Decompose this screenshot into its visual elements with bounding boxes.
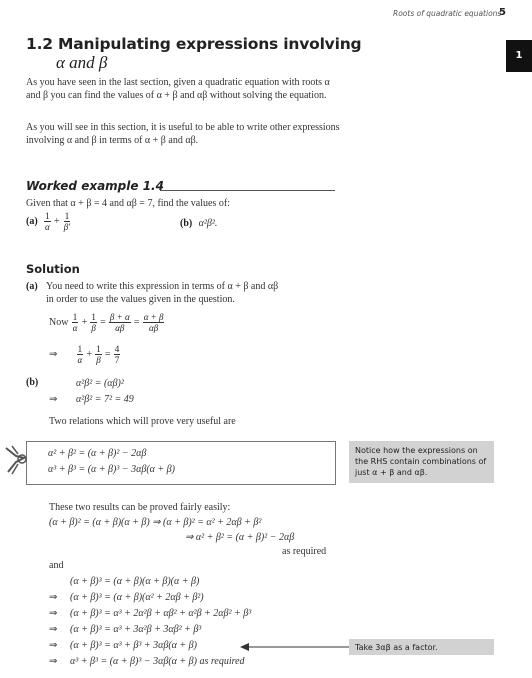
frac-den: αβ <box>148 323 159 333</box>
proof2-line6: α³ + β³ = (α + β)³ − 3αβ(α + β) as required <box>70 656 245 667</box>
frac-den: αβ <box>115 323 125 333</box>
as-required-1: as required <box>282 546 327 557</box>
implies-equation <box>49 344 120 365</box>
plus-sign: + <box>81 317 88 328</box>
equals-sign: = <box>133 317 140 328</box>
relation-2: α³ + β³ = (α + β)³ − 3αβ(α + β) <box>48 464 175 475</box>
part-b-expr: α²β². <box>198 218 218 229</box>
and-text: and <box>49 560 64 571</box>
chapter-tab: 1 <box>506 40 532 72</box>
plus-sign: + <box>86 349 93 360</box>
frac-num: α + β <box>143 312 164 322</box>
proof2-line1: (α + β)³ = (α + β)(α + β)(α + β) <box>70 576 200 587</box>
implies-symbol: ⇒ <box>49 394 58 405</box>
frac-den: 7 <box>114 355 120 365</box>
proof2-line4: (α + β)³ = α³ + 3α²β + 3αβ² + β³ <box>70 624 202 635</box>
part-a-label: (a) <box>26 216 38 227</box>
intro-paragraph-2: As you will see in this section, it is useful to be able to write other expressions involving α and β in terms of α + β and αβ. <box>26 122 340 146</box>
equals-sign: = <box>104 349 111 360</box>
arrow-left-icon <box>240 641 352 653</box>
proof1-line2: ⇒ α² + β² = (α + β)² − 2αβ <box>185 532 295 543</box>
part-b-expression <box>180 218 217 229</box>
note-rhs: Notice how the expressions on the RHS contain combinations of just α + β and αβ. <box>349 441 494 483</box>
proof2-line5: (α + β)³ = α³ + β³ + 3αβ(α + β) <box>70 640 197 651</box>
implies-symbol: ⇒ <box>49 624 58 635</box>
frac-num: 1 <box>77 344 83 354</box>
frac-num: 1 <box>72 312 78 322</box>
proof-intro: These two results can be proved fairly easily: <box>49 502 231 513</box>
frac-num: β + α <box>109 312 130 322</box>
solution-a-text-2: in order to use the values given in the question. <box>46 294 235 305</box>
solution-b-line1: α²β² = (αβ)² <box>76 378 124 389</box>
proof2-line2: (α + β)³ = (α + β)(α² + 2αβ + β²) <box>70 592 204 603</box>
solution-a-text-1: You need to write this expression in terms of α + β and αβ <box>46 281 279 292</box>
relations-intro: Two relations which will prove very useful are <box>49 416 236 427</box>
now-label: Now <box>49 317 69 328</box>
frac-num: 1 <box>91 312 96 322</box>
section-title-line2: α and β <box>56 53 108 72</box>
solution-heading: Solution <box>26 262 80 276</box>
frac-den: α <box>45 222 50 232</box>
part-a-expression <box>26 211 71 232</box>
implies-symbol: ⇒ <box>49 608 58 619</box>
frac-num: 1 <box>64 211 70 221</box>
implies-symbol: ⇒ <box>49 592 58 603</box>
part-b-label: (b) <box>180 218 193 229</box>
relation-1: α² + β² = (α + β)² − 2αβ <box>48 448 147 459</box>
frac-den: β′ <box>63 222 71 232</box>
implies-symbol: ⇒ <box>49 640 58 651</box>
key-icon <box>2 440 32 482</box>
proof2-line3: (α + β)³ = α³ + 2α²β + αβ² + α²β + 2αβ² + β³ <box>70 608 252 619</box>
solution-a-label: (a) <box>26 281 38 292</box>
frac-den: α <box>72 323 78 333</box>
given-text: Given that α + β = 4 and αβ = 7, find the values of: <box>26 198 230 209</box>
solution-b-label: (b) <box>26 377 39 388</box>
implies-symbol: ⇒ <box>49 349 58 360</box>
worked-example-heading: Worked example 1.4 <box>26 179 164 193</box>
solution-b-line2: α²β² = 7² = 49 <box>76 394 134 405</box>
section-title: 1.2 Manipulating expressions involving <box>26 35 362 53</box>
equals-sign: = <box>100 317 106 328</box>
frac-num: 1 <box>96 344 101 354</box>
frac-den: α <box>77 355 83 365</box>
note-factor: Take 3αβ as a factor. <box>349 639 494 655</box>
running-head: Roots of quadratic equations <box>393 9 502 18</box>
frac-den: β <box>91 323 96 333</box>
implies-symbol: ⇒ <box>49 656 58 667</box>
frac-num: 1 <box>45 211 50 221</box>
intro-paragraph-1: As you have seen in the last section, given a quadratic equation with roots α and β you can find the values of α + β and αβ without solving the equation. <box>26 77 330 101</box>
heading-rule <box>160 190 335 191</box>
frac-den: β <box>96 355 101 365</box>
frac-num: 4 <box>114 344 120 354</box>
now-equation <box>49 312 164 333</box>
proof1-line1: (α + β)² = (α + β)(α + β) ⇒ (α + β)² = α² + 2αβ + β² <box>49 517 262 528</box>
page-number: 5 <box>499 7 506 18</box>
plus-sign: + <box>53 216 60 227</box>
